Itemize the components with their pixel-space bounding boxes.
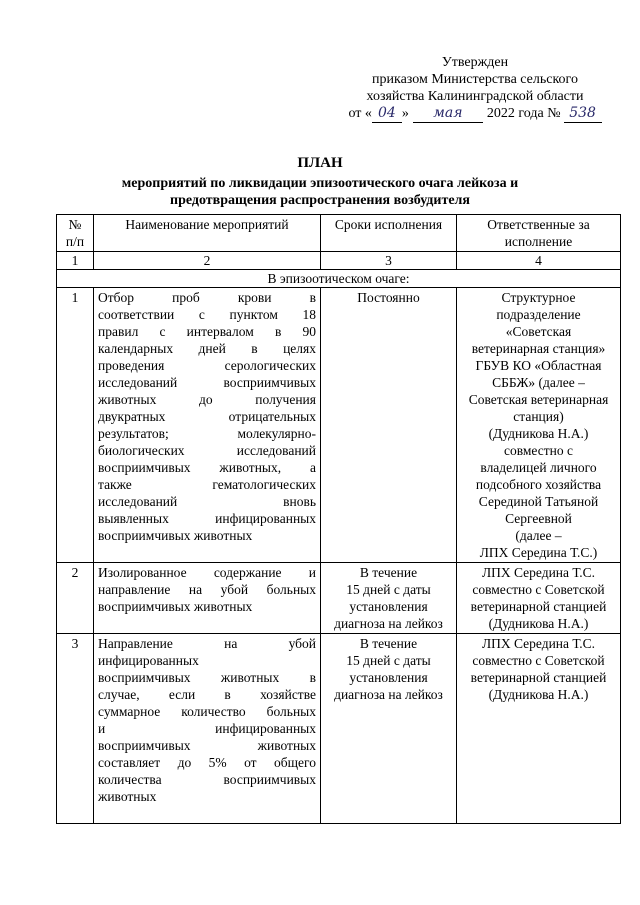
- measure-name-line: составляет до 5% от общего: [98, 755, 316, 770]
- measure-name: [94, 634, 321, 824]
- measure-name-line: также гематологических: [98, 477, 316, 492]
- deadline: [321, 634, 457, 824]
- document-title: ПЛАН: [297, 155, 343, 171]
- measure-name-line: двукратных отрицательных: [98, 409, 316, 424]
- document-subtitle: [60, 175, 580, 209]
- responsible-line: владелицей личного: [480, 460, 597, 475]
- approval-block: [340, 54, 610, 123]
- deadline-line: Постоянно: [357, 290, 420, 305]
- col-number-1: 1: [57, 252, 94, 270]
- responsible-line: ветеринарная станция»: [471, 341, 606, 356]
- responsible-line: Серединой Татьяной: [478, 494, 599, 509]
- measure-name-line: и инфицированных: [98, 721, 316, 736]
- column-number-row: [57, 252, 621, 270]
- order-number: 538: [564, 105, 602, 123]
- deadline-line: установления: [349, 599, 428, 614]
- measure-name-line: соответствии с пунктом 18: [98, 307, 316, 322]
- header-num-line-1: №: [68, 217, 82, 232]
- deadline-line: диагноза на лейкоз: [334, 616, 443, 631]
- responsible-line: (Дудникова Н.А.): [488, 616, 589, 631]
- measure-name-line: биологических исследований: [98, 443, 316, 458]
- approval-date-line: [340, 105, 610, 123]
- table-row: [57, 563, 621, 634]
- date-mid: »: [401, 106, 409, 121]
- responsible-line: подсобного хозяйства: [475, 477, 602, 492]
- deadline-line: В течение: [359, 636, 418, 651]
- measure-name-line: исследований восприимчивых: [98, 375, 316, 390]
- measure-name: [94, 288, 321, 563]
- measure-name-line: восприимчивых животных: [98, 738, 316, 753]
- measure-name-line: Отбор проб крови в: [98, 290, 316, 305]
- approval-line-1: Утвержден: [441, 55, 509, 70]
- subtitle-line-2: предотвращения распространения возбудителя: [170, 193, 470, 208]
- measure-name-line: суммарное количество больных: [98, 704, 316, 719]
- header-name: Наименование мероприятий: [94, 215, 321, 252]
- measure-name-line: Изолированное содержание и: [98, 565, 316, 580]
- col-number-4: 4: [457, 252, 621, 270]
- header-term: Сроки исполнения: [321, 215, 457, 252]
- date-month: мая: [413, 105, 483, 123]
- table-row: [57, 288, 621, 563]
- measure-name-line: восприимчивых животных: [98, 528, 253, 543]
- measure-name-line: результатов; молекулярно-: [98, 426, 316, 441]
- measure-name-line: восприимчивых животных: [98, 599, 253, 614]
- responsible: [457, 563, 621, 634]
- measure-name-line: восприимчивых животных в: [98, 670, 316, 685]
- header-num-line-2: п/п: [65, 234, 85, 249]
- approval-line-3: хозяйства Калининградской области: [366, 89, 584, 104]
- deadline: [321, 288, 457, 563]
- responsible-line: (Дудникова Н.А.): [488, 426, 589, 441]
- measure-name-line: выявленных инфицированных: [98, 511, 316, 526]
- date-suffix: 2022 года №: [486, 106, 561, 121]
- responsible-line: ЛПХ Середина Т.С.): [479, 545, 598, 560]
- approval-line-2: приказом Министерства сельского: [372, 72, 578, 87]
- date-day: 04: [372, 105, 402, 123]
- deadline: [321, 563, 457, 634]
- responsible-line: СББЖ» (далее –: [492, 375, 585, 390]
- responsible-line: Сергеевной: [505, 511, 572, 526]
- row-number: 2: [57, 563, 94, 634]
- responsible-line: подразделение: [496, 307, 581, 322]
- deadline-line: 15 дней с даты: [346, 653, 431, 668]
- responsible-line: ЛПХ Середина Т.С.: [481, 636, 596, 651]
- plan-table: [56, 214, 621, 824]
- table-header-row: [57, 215, 621, 252]
- responsible-line: совместно с Советской: [472, 653, 605, 668]
- deadline-line: установления: [349, 670, 428, 685]
- responsible-line: станция): [513, 409, 564, 424]
- measure-name-line: животных: [98, 789, 157, 804]
- responsible-line: (далее –: [515, 528, 562, 543]
- header-resp-line-2: исполнение: [504, 234, 573, 249]
- header-resp-line-1: Ответственные за: [487, 217, 590, 232]
- measure-name-line: животных до получения: [98, 392, 316, 407]
- responsible-line: Советская ветеринарная: [468, 392, 609, 407]
- measure-name-line: календарных дней в целях: [98, 341, 316, 356]
- header-resp: [457, 215, 621, 252]
- row-number: 1: [57, 288, 94, 563]
- responsible: [457, 634, 621, 824]
- responsible-line: ЛПХ Середина Т.С.: [481, 565, 596, 580]
- deadline-line: 15 дней с даты: [346, 582, 431, 597]
- col-number-2: 2: [94, 252, 321, 270]
- deadline-line: диагноза на лейкоз: [334, 687, 443, 702]
- measure-name-line: восприимчивых животных, а: [98, 460, 316, 475]
- date-prefix: от «: [348, 106, 372, 121]
- responsible-line: ГБУВ КО «Областная: [475, 358, 602, 373]
- measure-name-line: проведения серологических: [98, 358, 316, 373]
- row-number: 3: [57, 634, 94, 824]
- responsible-line: ветеринарной станцией: [470, 599, 607, 614]
- responsible: [457, 288, 621, 563]
- measure-name: [94, 563, 321, 634]
- measure-name-line: инфицированных: [98, 653, 199, 668]
- measure-name-line: исследований вновь: [98, 494, 316, 509]
- section-heading: В эпизоотическом очаге:: [57, 270, 621, 288]
- responsible-line: Структурное: [501, 290, 576, 305]
- responsible-line: «Советская: [505, 324, 572, 339]
- responsible-line: (Дудникова Н.А.): [488, 687, 589, 702]
- deadline-line: В течение: [359, 565, 418, 580]
- responsible-line: совместно с Советской: [472, 582, 605, 597]
- measure-name-line: правил с интервалом в 90: [98, 324, 316, 339]
- header-num: [57, 215, 94, 252]
- responsible-line: ветеринарной станцией: [470, 670, 607, 685]
- measure-name-line: направление на убой больных: [98, 582, 316, 597]
- measure-name-line: количества восприимчивых: [98, 772, 316, 787]
- measure-name-line: Направление на убой: [98, 636, 316, 651]
- table-row: [57, 634, 621, 824]
- subtitle-line-1: мероприятий по ликвидации эпизоотического очага лейкоза и: [121, 176, 519, 191]
- col-number-3: 3: [321, 252, 457, 270]
- section-row: [57, 270, 621, 288]
- responsible-line: совместно с: [504, 443, 573, 458]
- measure-name-line: случае, если в хозяйстве: [98, 687, 316, 702]
